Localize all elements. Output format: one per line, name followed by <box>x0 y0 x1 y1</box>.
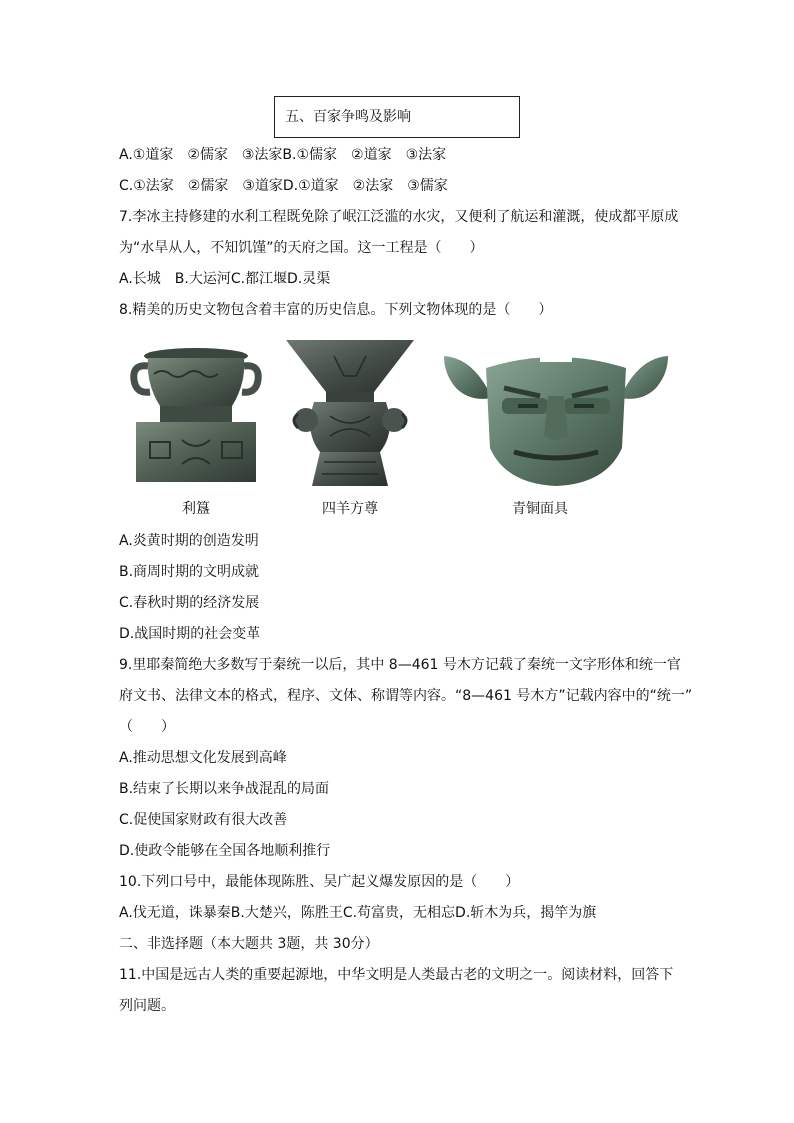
q9-stem-line3: （ ） <box>119 719 175 735</box>
q8-option-d: D.战国时期的社会变革 <box>119 626 261 642</box>
q9-option-c: C.促使国家财政有很大改善 <box>119 812 288 828</box>
q10-options: A.伐无道，诛暴秦B.大楚兴，陈胜王C.苟富贵，无相忘D.斩木为兵，揭竿为旗 <box>119 905 597 921</box>
q8-stem: 8.精美的历史文物包含着丰富的历史信息。下列文物体现的是（ ） <box>119 302 553 318</box>
q11-stem-line1: 11.中国是远古人类的重要起源地，中华文明是人类最古老的文明之一。阅读材料，回答下 <box>119 967 674 983</box>
q9-option-d: D.使政令能够在全国各地顺利推行 <box>119 843 331 859</box>
q9-stem-line1: 9.里耶秦简绝大多数写于秦统一以后，其中 8—461 号木方记载了秦统一文字形体和统一官 <box>119 657 681 673</box>
q8-option-b: B.商周时期的文明成就 <box>119 564 260 580</box>
q7-stem-line2: 为“水旱从人，不知饥馑”的天府之国。这一工程是（ ） <box>119 240 484 256</box>
q9-stem-line2: 府文书、法律文本的格式，程序、文体、称谓等内容。“8—461 号木方”记载内容中的“统一” <box>119 688 693 704</box>
q6-options-line2: C.①法家 ②儒家 ③道家D.①道家 ②法家 ③儒家 <box>119 178 448 194</box>
section-title: 五、百家争鸣及影响 <box>285 109 411 125</box>
bronze-mask-caption: 青铜面具 <box>512 501 568 517</box>
li-gui-caption: 利簋 <box>182 501 210 517</box>
q9-option-b: B.结束了长期以来争战混乱的局面 <box>119 781 330 797</box>
q11-stem-line2: 列问题。 <box>119 998 175 1014</box>
four-ram-square-zun-caption: 四羊方尊 <box>322 501 378 517</box>
q7-stem-line1: 7.李冰主持修建的水利工程既免除了岷江泛滥的水灾，又便利了航运和灌溉，使成都平原成 <box>119 209 679 225</box>
section-title-box <box>274 96 520 138</box>
section-heading: 二、非选择题（本大题共 3题，共 30分） <box>119 936 379 952</box>
q8-option-a: A.炎黄时期的创造发明 <box>119 533 259 549</box>
bronze-mask-image <box>440 348 672 488</box>
li-gui-image <box>126 344 266 484</box>
four-ram-square-zun-image <box>284 336 416 490</box>
q10-stem: 10.下列口号中，最能体现陈胜、吴广起义爆发原因的是（ ） <box>119 874 520 890</box>
q8-option-c: C.春秋时期的经济发展 <box>119 595 260 611</box>
q7-options: A.长城 B.大运河C.都江堰D.灵渠 <box>119 271 331 287</box>
q9-option-a: A.推动思想文化发展到高峰 <box>119 750 287 766</box>
q6-options-line1: A.①道家 ②儒家 ③法家B.①儒家 ②道家 ③法家 <box>119 147 447 163</box>
